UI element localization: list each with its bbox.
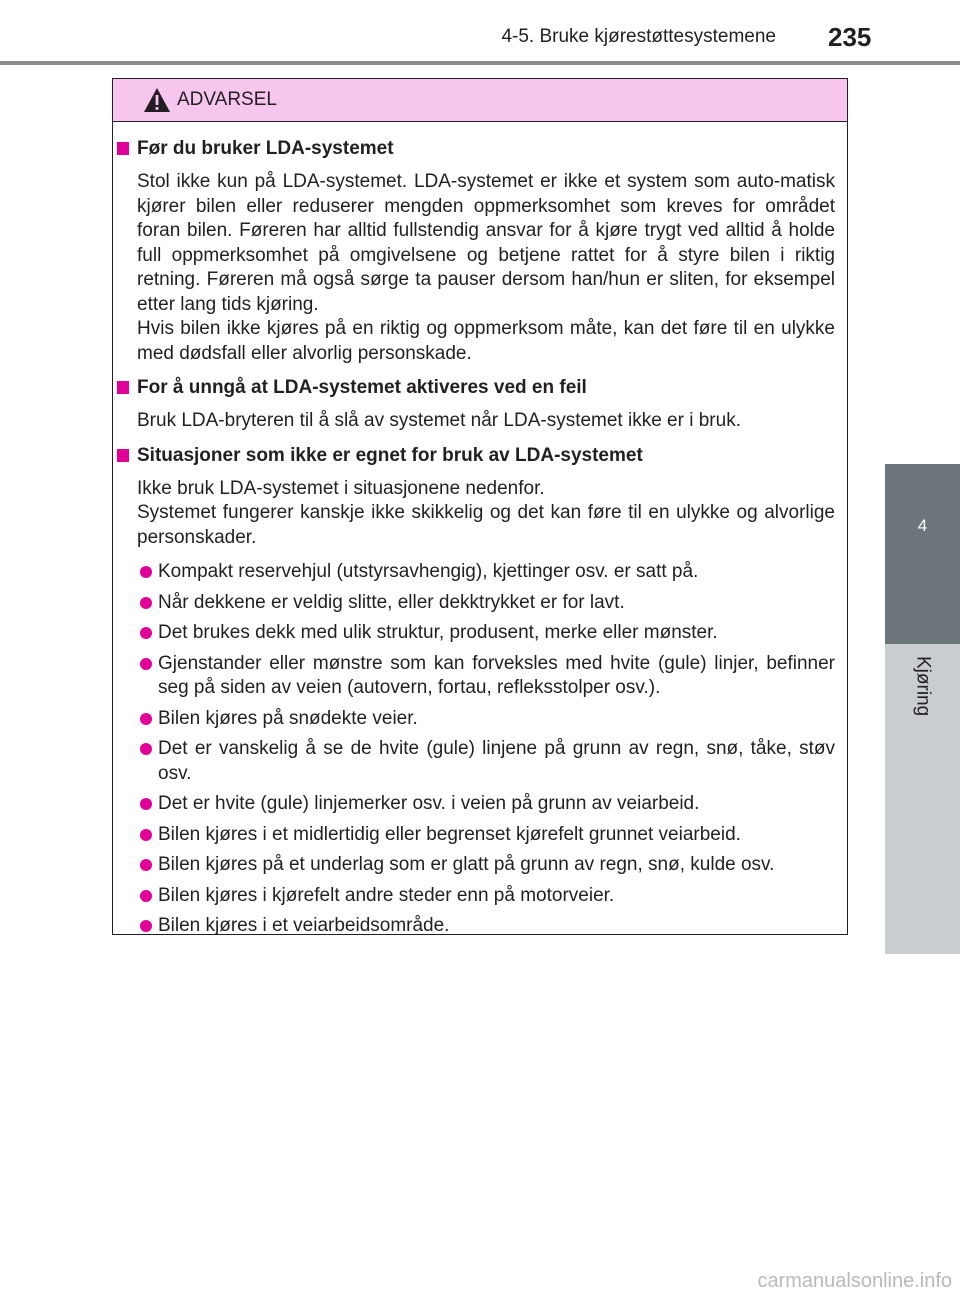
list-item: Det brukes dekk med ulik struktur, produsent, merke eller mønster.	[158, 621, 835, 646]
list-item: Bilen kjøres i kjørefelt andre steder enn på motorveier.	[158, 884, 835, 909]
paragraph: Ikke bruk LDA-systemet i situasjonene nedenfor.	[137, 477, 545, 499]
section-heading: Før du bruker LDA-systemet	[117, 137, 847, 161]
list-item: Bilen kjøres i et veiarbeidsområde.	[158, 914, 835, 939]
warning-title: ADVARSEL	[177, 89, 277, 110]
section-title: 4-5. Bruke kjørestøttesystemene	[501, 26, 776, 47]
list-item: Det er vanskelig å se de hvite (gule) linjene på grunn av regn, snø, tåke, støv osv.	[158, 737, 835, 786]
list-item: Det er hvite (gule) linjemerker osv. i veien på grunn av veiarbeid.	[158, 792, 835, 817]
list-item: Når dekkene er veldig slitte, eller dekktrykket er for lavt.	[158, 591, 835, 616]
paragraph: Hvis bilen ikke kjøres på en riktig og oppmerksom måte, kan det føre til en ulykke med dødsfall eller alvorlig personskade.	[137, 318, 835, 364]
watermark: carmanualsonline.info	[757, 1270, 952, 1292]
page-number: 235	[828, 22, 872, 52]
chapter-label-tab	[885, 644, 960, 954]
paragraph: Bruk LDA-bryteren til å slå av systemet når LDA-systemet ikke er i bruk.	[137, 410, 741, 431]
paragraph: Stol ikke kun på LDA-systemet. LDA-systemet er ikke et system som auto-matisk kjører bilen eller reduserer mengden oppmerksomhet som kreves for området foran bilen. Føreren har alltid fullstendig ansvar for å kjøre trygt ved alltid å holde full oppmerksomhet på omgivelsene og betjene rattet for å styre bilen i riktig retning. Føreren må også sørge ta pauser dersom han/hun er sliten, for eksempel etter lang tids kjøring.	[137, 171, 835, 315]
warning-box	[112, 78, 848, 935]
warning-content	[113, 137, 847, 945]
list-item: Bilen kjøres på et underlag som er glatt på grunn av regn, snø, kulde osv.	[158, 853, 835, 878]
chapter-number: 4	[917, 516, 928, 535]
warning-triangle-icon	[143, 87, 171, 113]
list-item: Kompakt reservehjul (utstyrsavhengig), kjettinger osv. er satt på.	[158, 560, 835, 585]
chapter-tab	[885, 464, 960, 644]
chapter-name: Kjøring	[912, 656, 934, 717]
list-item: Bilen kjøres på snødekte veier.	[158, 707, 835, 732]
section-heading: For å unngå at LDA-systemet aktiveres ved en feil	[117, 376, 847, 400]
warning-header	[113, 79, 847, 122]
paragraph: Systemet fungerer kanskje ikke skikkelig og det kan føre til en ulykke og alvorlige personskader.	[137, 502, 835, 548]
header-divider	[0, 61, 960, 65]
list-item: Gjenstander eller mønstre som kan forveksles med hvite (gule) linjer, befinner seg på siden av veien (autovern, fortau, refleksstolper osv.).	[158, 652, 835, 701]
list-item: Bilen kjøres i et midlertidig eller begrenset kjørefelt grunnet veiarbeid.	[158, 823, 835, 848]
section-heading: Situasjoner som ikke er egnet for bruk av LDA-systemet	[117, 444, 847, 468]
